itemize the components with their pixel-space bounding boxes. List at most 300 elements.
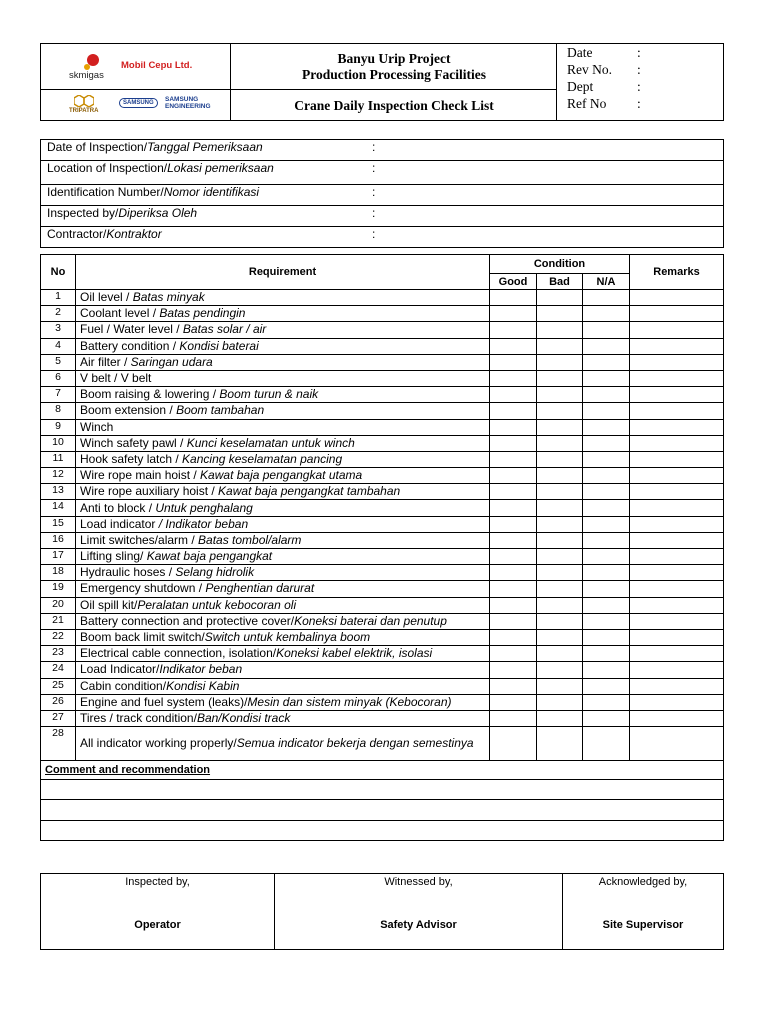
requirement-english: Engine and fuel system (leaks)/ xyxy=(80,694,248,709)
info-label-translation: Tanggal Pemeriksaan xyxy=(147,140,263,154)
cell-bad[interactable] xyxy=(537,565,583,581)
cell-bad[interactable] xyxy=(537,403,583,419)
cell-na[interactable] xyxy=(583,678,630,694)
checklist-row xyxy=(41,678,724,694)
cell-good[interactable] xyxy=(490,565,537,581)
cell-bad[interactable] xyxy=(537,451,583,467)
requirement-indonesian: Koneksi baterai dan penutup xyxy=(294,613,447,628)
cell-bad[interactable] xyxy=(537,727,583,761)
cell-remarks[interactable] xyxy=(630,565,724,581)
requirement-english: Electrical cable connection, isolation/ xyxy=(80,646,277,661)
requirement-english: Hook safety latch / xyxy=(80,451,183,466)
item-requirement xyxy=(76,549,490,565)
cell-remarks[interactable] xyxy=(630,290,724,306)
checklist-row xyxy=(41,597,724,613)
cell-na[interactable] xyxy=(583,532,630,548)
checklist-row xyxy=(41,354,724,370)
cell-bad[interactable] xyxy=(537,435,583,451)
item-number: 13 xyxy=(41,484,76,500)
cell-na[interactable] xyxy=(583,484,630,500)
cell-na[interactable] xyxy=(583,387,630,403)
header-condition: Condition xyxy=(490,255,630,274)
requirement-english: Cabin condition/ xyxy=(80,678,167,693)
requirement-english: Anti to block / xyxy=(80,500,156,515)
cell-bad[interactable] xyxy=(537,710,583,726)
item-number: 24 xyxy=(41,662,76,678)
requirement-indonesian: / Indikator beban xyxy=(158,516,249,531)
info-field[interactable] xyxy=(41,140,724,161)
item-requirement xyxy=(76,354,490,370)
cell-bad[interactable] xyxy=(537,646,583,662)
requirement-english: Hydraulic hoses / xyxy=(80,565,176,580)
cell-good[interactable] xyxy=(490,338,537,354)
document-header xyxy=(40,43,724,121)
cell-good[interactable] xyxy=(490,387,537,403)
cell-bad[interactable] xyxy=(537,338,583,354)
cell-remarks[interactable] xyxy=(630,646,724,662)
item-requirement xyxy=(76,710,490,726)
checklist-row xyxy=(41,370,724,386)
item-number: 5 xyxy=(41,354,76,370)
item-requirement xyxy=(76,322,490,338)
cell-remarks[interactable] xyxy=(630,419,724,435)
cell-na[interactable] xyxy=(583,338,630,354)
item-requirement xyxy=(76,338,490,354)
requirement-indonesian: Batas minyak xyxy=(132,290,205,305)
signature-label: Witnessed by, xyxy=(384,876,453,888)
item-number: 27 xyxy=(41,710,76,726)
cell-good[interactable] xyxy=(490,516,537,532)
checklist-table xyxy=(40,254,724,841)
cell-remarks[interactable] xyxy=(630,629,724,645)
cell-remarks[interactable] xyxy=(630,613,724,629)
info-field[interactable] xyxy=(41,185,724,206)
cell-bad[interactable] xyxy=(537,468,583,484)
cell-good[interactable] xyxy=(490,532,537,548)
item-number: 11 xyxy=(41,451,76,467)
cell-na[interactable] xyxy=(583,581,630,597)
signature-table xyxy=(40,873,724,950)
signature-role: Operator xyxy=(134,919,181,931)
cell-na[interactable] xyxy=(583,435,630,451)
checklist-row xyxy=(41,516,724,532)
checklist-row xyxy=(41,581,724,597)
checklist-row xyxy=(41,290,724,306)
item-requirement xyxy=(76,581,490,597)
requirement-english: Oil spill kit/ xyxy=(80,597,138,612)
requirement-english: Battery connection and protective cover/ xyxy=(80,613,295,628)
item-requirement xyxy=(76,565,490,581)
checklist-row xyxy=(41,613,724,629)
checklist-row xyxy=(41,435,724,451)
header-requirement: Requirement xyxy=(76,255,490,290)
cell-na[interactable] xyxy=(583,322,630,338)
item-number: 12 xyxy=(41,468,76,484)
tripatra-logo: TRIPATRA xyxy=(69,108,99,114)
requirement-english: Oil level / xyxy=(80,290,133,305)
checklist-row xyxy=(41,451,724,467)
cell-good[interactable] xyxy=(490,306,537,322)
cell-na[interactable] xyxy=(583,306,630,322)
item-requirement xyxy=(76,629,490,645)
cell-na[interactable] xyxy=(583,516,630,532)
requirement-english: Tires / track condition/ xyxy=(80,710,197,725)
cell-good[interactable] xyxy=(490,662,537,678)
item-requirement xyxy=(76,468,490,484)
cell-na[interactable] xyxy=(583,403,630,419)
item-number: 14 xyxy=(41,500,76,516)
samsung-logo: SAMSUNG xyxy=(119,98,158,108)
info-label-translation: Diperiksa Oleh xyxy=(118,206,198,220)
cell-bad[interactable] xyxy=(537,662,583,678)
cell-bad[interactable] xyxy=(537,532,583,548)
cell-remarks[interactable] xyxy=(630,581,724,597)
cell-na[interactable] xyxy=(583,451,630,467)
item-number: 9 xyxy=(41,419,76,435)
item-number: 17 xyxy=(41,549,76,565)
cell-bad[interactable] xyxy=(537,613,583,629)
item-number: 22 xyxy=(41,629,76,645)
cell-good[interactable] xyxy=(490,500,537,516)
cell-na[interactable] xyxy=(583,727,630,761)
cell-na[interactable] xyxy=(583,549,630,565)
info-label: Date of Inspection/ xyxy=(47,140,148,154)
cell-good[interactable] xyxy=(490,451,537,467)
info-colon: : xyxy=(372,227,376,241)
cell-bad[interactable] xyxy=(537,290,583,306)
requirement-english: Emergency shutdown / xyxy=(80,581,206,596)
info-label: Contractor/ xyxy=(47,227,107,241)
item-requirement xyxy=(76,451,490,467)
cell-remarks[interactable] xyxy=(630,678,724,694)
info-label-translation: Nomor identifikasi xyxy=(163,185,260,199)
inspection-info-table xyxy=(40,139,724,248)
item-requirement xyxy=(76,403,490,419)
cell-bad[interactable] xyxy=(537,354,583,370)
samsung-engineering-logo: SAMSUNG ENGINEERING xyxy=(165,96,211,110)
requirement-indonesian: Saringan udara xyxy=(130,354,213,369)
signature-witnessed[interactable] xyxy=(275,874,563,950)
info-colon: : xyxy=(372,185,376,199)
requirement-english: Wire rope auxiliary hoist / xyxy=(80,484,219,499)
requirement-english: Coolant level / xyxy=(80,306,160,321)
cell-na[interactable] xyxy=(583,597,630,613)
item-requirement xyxy=(76,484,490,500)
cell-remarks[interactable] xyxy=(630,532,724,548)
cell-good[interactable] xyxy=(490,370,537,386)
checklist-row xyxy=(41,662,724,678)
item-number: 28 xyxy=(41,727,76,761)
cell-na[interactable] xyxy=(583,468,630,484)
item-requirement xyxy=(76,597,490,613)
cell-na[interactable] xyxy=(583,354,630,370)
cell-good[interactable] xyxy=(490,597,537,613)
cell-bad[interactable] xyxy=(537,581,583,597)
requirement-english: Winch xyxy=(80,419,114,434)
info-label-translation: Kontraktor xyxy=(106,227,162,241)
checklist-row xyxy=(41,646,724,662)
requirement-indonesian: Kondisi baterai xyxy=(179,338,259,353)
item-number: 18 xyxy=(41,565,76,581)
cell-remarks[interactable] xyxy=(630,403,724,419)
cell-good[interactable] xyxy=(490,549,537,565)
cell-good[interactable] xyxy=(490,403,537,419)
item-number: 21 xyxy=(41,613,76,629)
cell-remarks[interactable] xyxy=(630,370,724,386)
requirement-indonesian: Switch untuk kembalinya boom xyxy=(204,630,371,645)
requirement-indonesian: Ban/Kondisi track xyxy=(196,710,291,725)
cell-na[interactable] xyxy=(583,629,630,645)
requirement-indonesian: Kawat baja pengangkat utama xyxy=(200,468,363,483)
item-requirement xyxy=(76,370,490,386)
cell-remarks[interactable] xyxy=(630,694,724,710)
requirement-english: Boom extension / xyxy=(80,403,177,418)
cell-good[interactable] xyxy=(490,613,537,629)
requirement-indonesian: Indikator beban xyxy=(159,662,243,677)
info-row xyxy=(41,227,724,248)
cell-remarks[interactable] xyxy=(630,322,724,338)
cell-good[interactable] xyxy=(490,629,537,645)
cell-remarks[interactable] xyxy=(630,516,724,532)
info-colon: : xyxy=(372,206,376,220)
requirement-english: V belt / V belt xyxy=(80,371,152,386)
cell-na[interactable] xyxy=(583,613,630,629)
item-requirement xyxy=(76,646,490,662)
comment-line[interactable] xyxy=(41,780,724,800)
comment-line[interactable] xyxy=(41,821,724,841)
requirement-english: Fuel / Water level / xyxy=(80,322,183,337)
cell-remarks[interactable] xyxy=(630,662,724,678)
info-row xyxy=(41,206,724,227)
cell-na[interactable] xyxy=(583,662,630,678)
cell-na[interactable] xyxy=(583,694,630,710)
signature-label: Inspected by, xyxy=(125,876,190,888)
meta-ref-no: Ref No : xyxy=(567,96,641,111)
requirement-english: Limit switches/alarm / xyxy=(80,532,199,547)
header-good: Good xyxy=(490,274,537,290)
requirement-indonesian: Peralatan untuk kebocoran oli xyxy=(137,597,297,612)
info-row xyxy=(41,161,724,185)
requirement-indonesian: Koneksi kabel elektrik, isolasi xyxy=(276,646,433,661)
item-number: 15 xyxy=(41,516,76,532)
item-requirement xyxy=(76,727,490,761)
cell-remarks[interactable] xyxy=(630,727,724,761)
tripatra-logo-icon xyxy=(74,94,94,106)
item-requirement xyxy=(76,532,490,548)
requirement-english: Boom raising & lowering / xyxy=(80,387,220,402)
cell-bad[interactable] xyxy=(537,484,583,500)
cell-remarks[interactable] xyxy=(630,549,724,565)
item-requirement xyxy=(76,500,490,516)
signature-role: Site Supervisor xyxy=(602,919,684,931)
cell-remarks[interactable] xyxy=(630,387,724,403)
cell-good[interactable] xyxy=(490,581,537,597)
cell-remarks[interactable] xyxy=(630,468,724,484)
cell-good[interactable] xyxy=(490,727,537,761)
requirement-indonesian: Batas pendingin xyxy=(159,306,246,321)
cell-na[interactable] xyxy=(583,646,630,662)
item-requirement xyxy=(76,516,490,532)
checklist-row xyxy=(41,727,724,761)
meta-dept: Dept : xyxy=(567,79,641,94)
requirement-english: Air filter / xyxy=(80,354,131,369)
document-title: Crane Daily Inspection Check List xyxy=(294,98,494,113)
cell-good[interactable] xyxy=(490,468,537,484)
requirement-english: Battery condition / xyxy=(80,338,180,353)
cell-bad[interactable] xyxy=(537,549,583,565)
cell-remarks[interactable] xyxy=(630,306,724,322)
checklist-row xyxy=(41,694,724,710)
cell-bad[interactable] xyxy=(537,629,583,645)
signature-acknowledged[interactable] xyxy=(563,874,724,950)
cell-na[interactable] xyxy=(583,290,630,306)
info-field[interactable] xyxy=(41,206,724,227)
project-name: Banyu Urip Project xyxy=(337,51,451,66)
item-requirement xyxy=(76,290,490,306)
signature-label: Acknowledged by, xyxy=(598,876,688,888)
item-number: 10 xyxy=(41,435,76,451)
cell-remarks[interactable] xyxy=(630,435,724,451)
info-row xyxy=(41,185,724,206)
cell-good[interactable] xyxy=(490,678,537,694)
cell-good[interactable] xyxy=(490,435,537,451)
cell-good[interactable] xyxy=(490,694,537,710)
header-na: N/A xyxy=(583,274,630,290)
cell-bad[interactable] xyxy=(537,306,583,322)
cell-bad[interactable] xyxy=(537,370,583,386)
item-number: 20 xyxy=(41,597,76,613)
item-number: 7 xyxy=(41,387,76,403)
requirement-indonesian: Untuk penghalang xyxy=(155,500,253,515)
cell-remarks[interactable] xyxy=(630,597,724,613)
requirement-indonesian: Kunci keselamatan untuk winch xyxy=(186,435,355,450)
info-field[interactable] xyxy=(41,227,724,248)
cell-good[interactable] xyxy=(490,322,537,338)
cell-remarks[interactable] xyxy=(630,500,724,516)
requirement-english: Load indicator xyxy=(80,516,159,531)
cell-na[interactable] xyxy=(583,419,630,435)
checklist-row xyxy=(41,387,724,403)
requirement-indonesian: Boom turun & naik xyxy=(219,387,319,402)
header-remarks: Remarks xyxy=(630,255,724,290)
cell-remarks[interactable] xyxy=(630,710,724,726)
checklist-row xyxy=(41,338,724,354)
item-number: 19 xyxy=(41,581,76,597)
requirement-english: Lifting sling/ xyxy=(80,549,147,564)
mobil-cepu-logo: Mobil Cepu Ltd. xyxy=(121,60,193,71)
item-number: 3 xyxy=(41,322,76,338)
requirement-english: Load Indicator/ xyxy=(80,662,160,677)
cell-remarks[interactable] xyxy=(630,484,724,500)
info-label: Inspected by/ xyxy=(47,206,119,220)
cell-remarks[interactable] xyxy=(630,451,724,467)
cell-remarks[interactable] xyxy=(630,354,724,370)
checklist-row xyxy=(41,468,724,484)
checklist-row xyxy=(41,484,724,500)
cell-bad[interactable] xyxy=(537,678,583,694)
comment-line[interactable] xyxy=(41,800,724,821)
cell-good[interactable] xyxy=(490,484,537,500)
item-requirement xyxy=(76,419,490,435)
item-number: 26 xyxy=(41,694,76,710)
requirement-indonesian: Kawat baja pengangkat tambahan xyxy=(218,484,401,499)
cell-na[interactable] xyxy=(583,565,630,581)
checklist-row xyxy=(41,532,724,548)
cell-good[interactable] xyxy=(490,646,537,662)
checklist-row xyxy=(41,565,724,581)
requirement-indonesian: Batas solar / air xyxy=(182,322,267,337)
signature-inspected[interactable] xyxy=(41,874,275,950)
item-number: 1 xyxy=(41,290,76,306)
cell-remarks[interactable] xyxy=(630,338,724,354)
cell-na[interactable] xyxy=(583,370,630,386)
requirement-indonesian: Kancing keselamatan pancing xyxy=(182,451,343,466)
cell-good[interactable] xyxy=(490,354,537,370)
cell-na[interactable] xyxy=(583,500,630,516)
checklist-row xyxy=(41,500,724,516)
info-label-translation: Lokasi pemeriksaan xyxy=(167,161,274,175)
requirement-indonesian: Batas tombol/alarm xyxy=(198,532,302,547)
item-number: 16 xyxy=(41,532,76,548)
item-requirement xyxy=(76,662,490,678)
cell-bad[interactable] xyxy=(537,419,583,435)
requirement-indonesian: Selang hidrolik xyxy=(175,565,255,580)
requirement-english: Boom back limit switch/ xyxy=(80,630,205,645)
cell-good[interactable] xyxy=(490,419,537,435)
requirement-english: Winch safety pawl / xyxy=(80,435,187,450)
requirement-english: Wire rope main hoist / xyxy=(80,468,201,483)
item-number: 8 xyxy=(41,403,76,419)
comment-label: Comment and recommendation xyxy=(41,761,724,780)
header-bad: Bad xyxy=(537,274,583,290)
cell-bad[interactable] xyxy=(537,694,583,710)
cell-good[interactable] xyxy=(490,710,537,726)
meta-date: Date : xyxy=(567,45,641,60)
item-number: 4 xyxy=(41,338,76,354)
checklist-row xyxy=(41,419,724,435)
cell-good[interactable] xyxy=(490,290,537,306)
cell-bad[interactable] xyxy=(537,500,583,516)
info-colon: : xyxy=(372,140,376,154)
requirement-indonesian: Semua indicator bekerja dengan semestinya xyxy=(236,736,474,751)
cell-bad[interactable] xyxy=(537,322,583,338)
skmigas-logo: skmigas xyxy=(69,70,104,81)
cell-na[interactable] xyxy=(583,710,630,726)
requirement-indonesian: Kondisi Kabin xyxy=(166,678,240,693)
info-label: Location of Inspection/ xyxy=(47,161,168,175)
info-colon: : xyxy=(372,161,376,175)
item-requirement xyxy=(76,678,490,694)
info-field[interactable] xyxy=(41,161,724,185)
requirement-indonesian: Penghentian darurat xyxy=(205,581,315,596)
requirement-indonesian: Mesin dan sistem minyak (Kebocoran) xyxy=(247,694,452,709)
meta-rev-no: Rev No. : xyxy=(567,62,641,77)
item-requirement xyxy=(76,694,490,710)
item-requirement xyxy=(76,387,490,403)
item-number: 6 xyxy=(41,370,76,386)
checklist-row xyxy=(41,549,724,565)
item-requirement xyxy=(76,613,490,629)
item-number: 25 xyxy=(41,678,76,694)
checklist-row xyxy=(41,403,724,419)
cell-bad[interactable] xyxy=(537,597,583,613)
cell-bad[interactable] xyxy=(537,387,583,403)
signature-role: Safety Advisor xyxy=(380,919,457,931)
item-requirement xyxy=(76,306,490,322)
cell-bad[interactable] xyxy=(537,516,583,532)
checklist-row xyxy=(41,306,724,322)
project-subtitle: Production Processing Facilities xyxy=(302,67,486,82)
